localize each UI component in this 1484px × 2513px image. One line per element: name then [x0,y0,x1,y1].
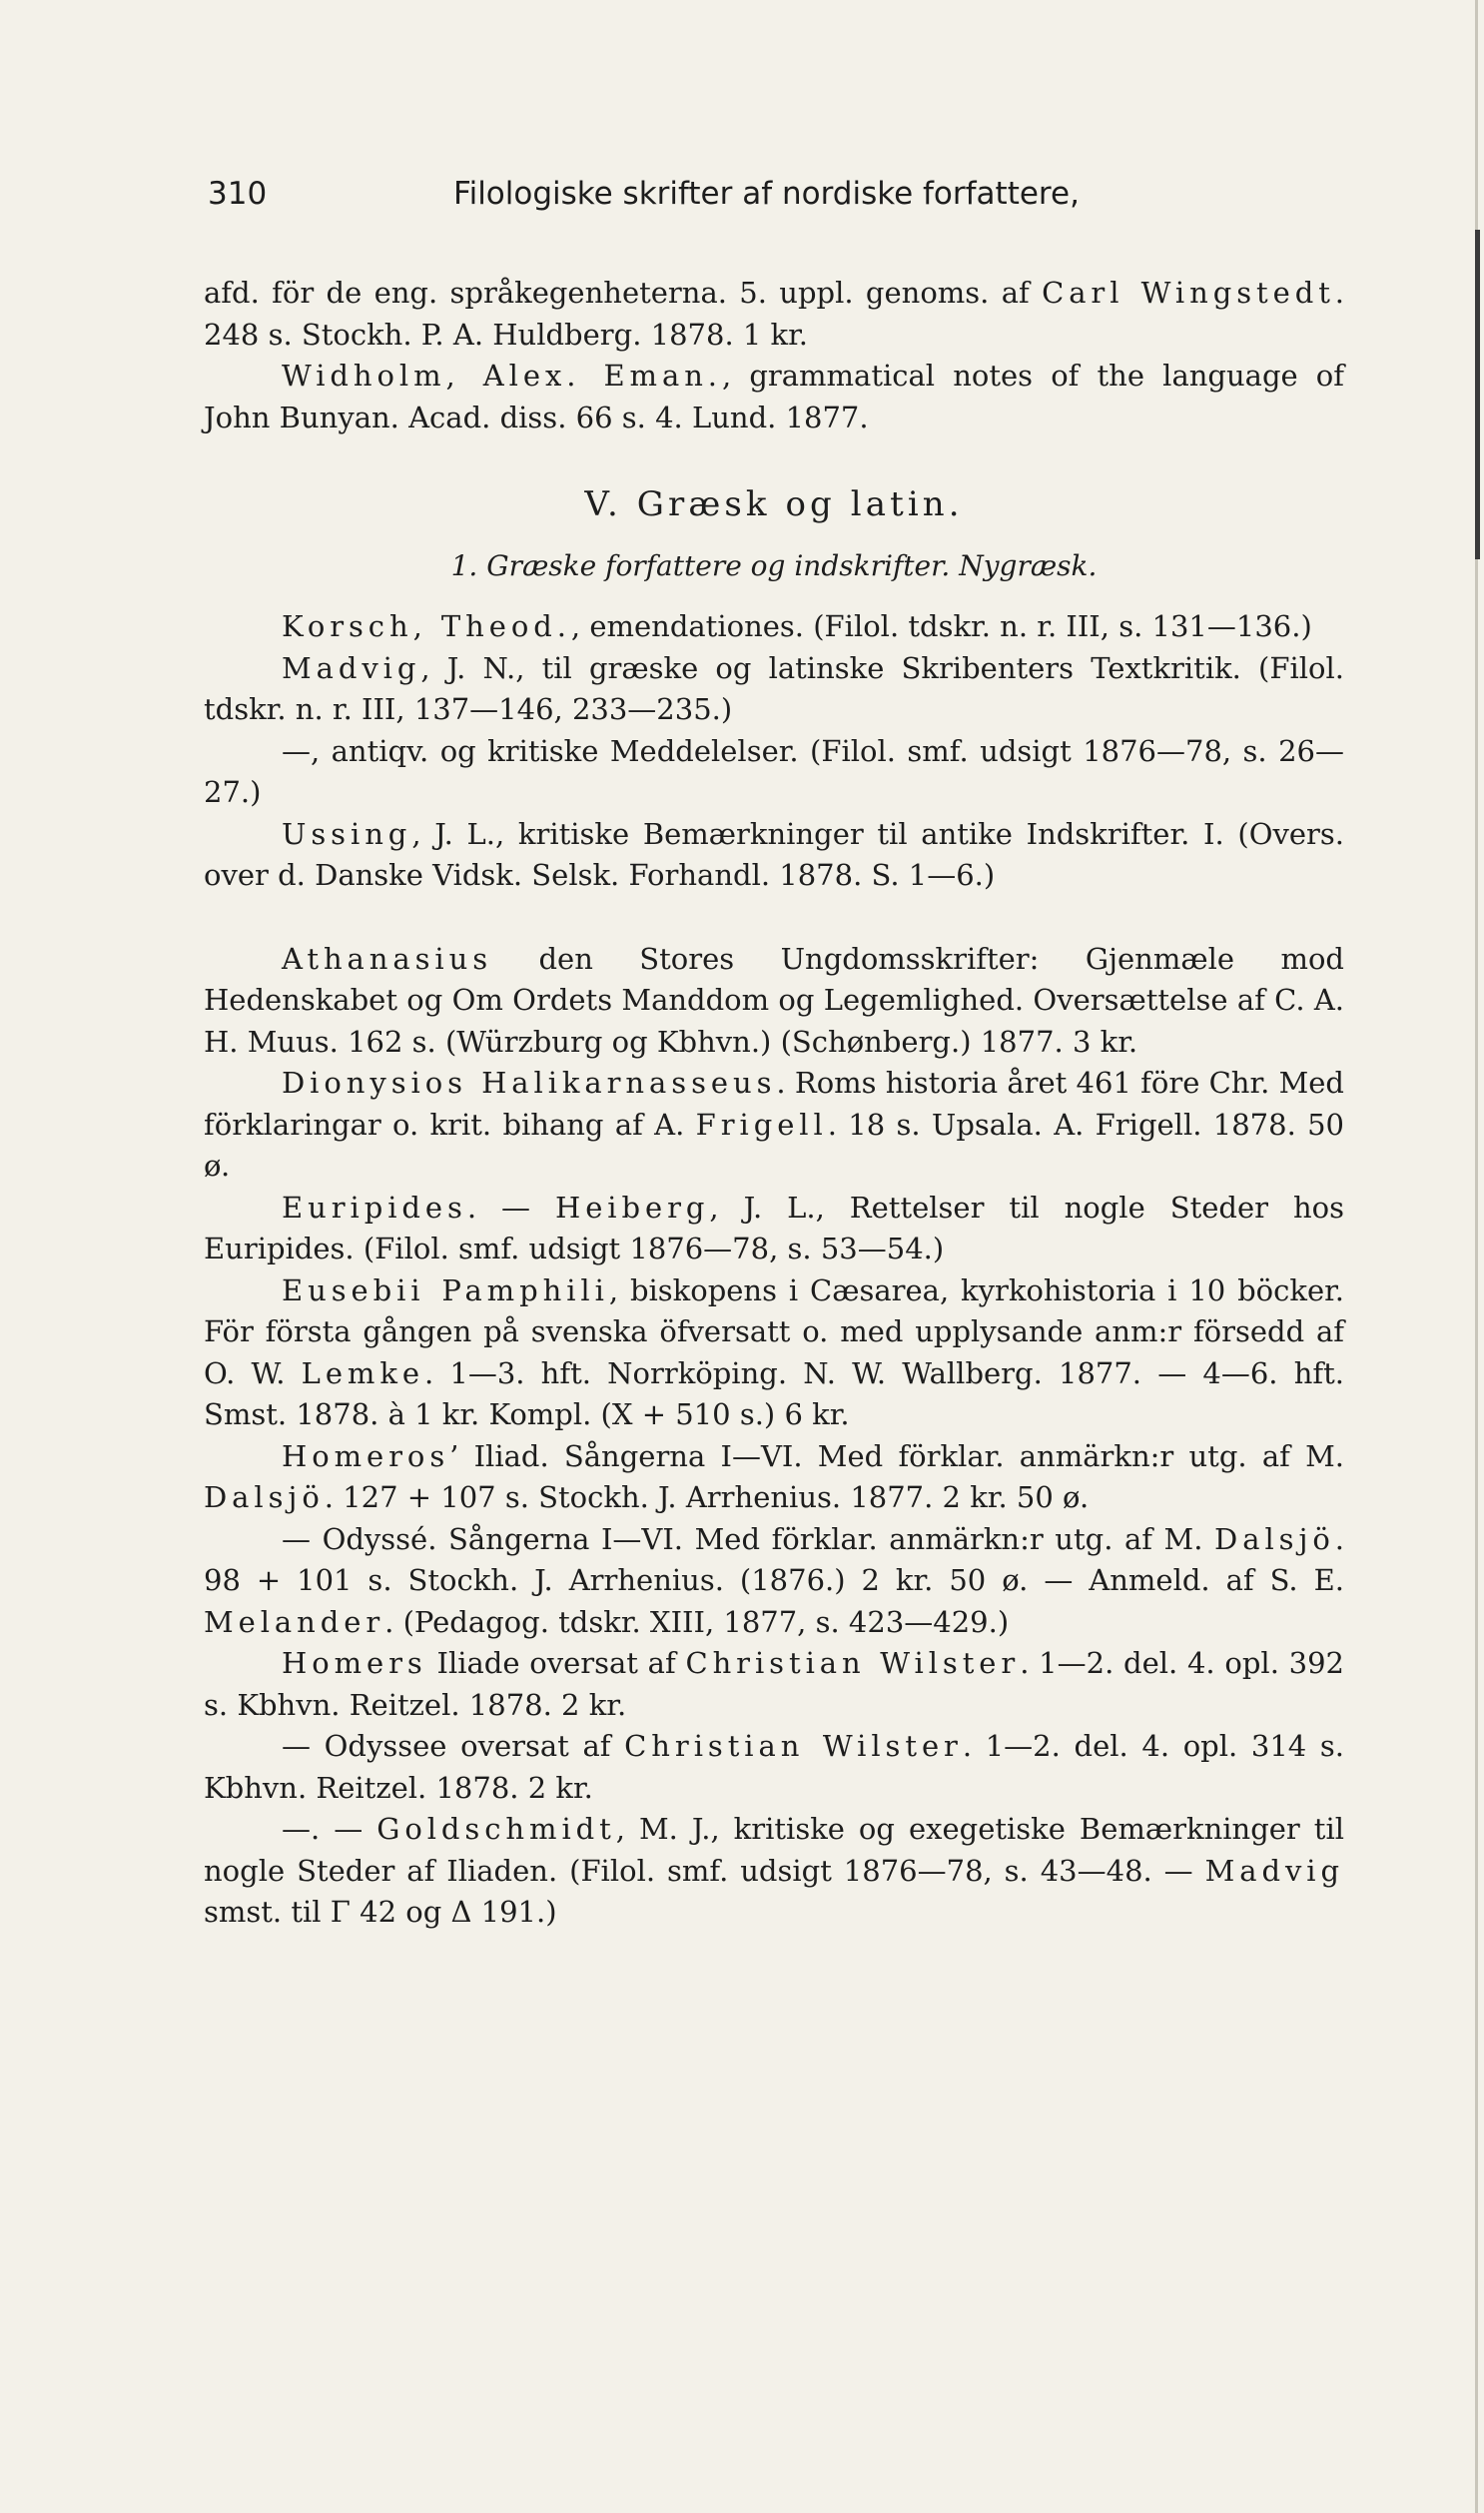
entry-text: , M. J., kritiske og exegetiske Bemærkninger til nogle Steder af Iliaden. (Filol. smf. udsigt 1876—78, s. 43—48. — [204,1812,1345,1888]
bibliography-entry [204,939,1344,1064]
entry-text: , emendationes. (Filol. tdskr. n. r. III, s. 131—136.) [570,609,1312,643]
page-number: 310 [208,176,268,212]
entry-text: —, antiqv. og kritiske Meddelelser. (Filol. smf. udsigt 1876—78, s. 26—27.) [204,733,1344,809]
entry-text: Iliade oversat af [426,1646,686,1680]
section-heading: V. Græsk og latin. [584,484,964,524]
author-name: Dionysios Halikarnasseus [282,1066,777,1100]
author-name: Athanasius [282,941,493,976]
entry-text: , J. L., kritiske Bemærkninger til antike Indskrifter. I. (Overs. over d. Danske Vidsk. Selsk. Forhandl. 1878. S. 1—6.) [204,816,1344,892]
entry-text: . 1—3. hft. Norrköping. N. W. Wallberg. 1877. — 4—6. hft. Smst. 1878. à 1 kr. Kompl. (X + 510 s.) 6 kr. [204,1355,1345,1431]
page-header [208,176,1107,226]
entry-text: . 248 s. Stockh. P. A. Huldberg. 1878. 1 kr. [204,276,1344,352]
entry-text: . 127 + 107 s. Stockh. J. Arrhenius. 1877. 2 kr. 50 ø. [324,1480,1090,1514]
entry-text: , grammatical notes of the language of John Bunyan. Acad. diss. 66 s. 4. Lund. 1877. [204,359,1345,434]
entry-text: . 98 + 101 s. Stockh. J. Arrhenius. (1876.) 2 kr. 50 ø. — Anmeld. af S. E. [204,1521,1344,1597]
bibliography-entry [204,1063,1344,1188]
author-name: Christian Wilster [624,1729,963,1763]
entry-text: . 18 s. Upsala. A. Frigell. 1878. 50 ø. [204,1107,1345,1183]
author-name: Madvig [1204,1853,1344,1888]
entry-text: den Stores Ungdomsskrifter: Gjenmæle mod Hedenskabet og Om Ordets Manddom og Legemlighed. Oversættelse af C. A. H. Muus. 162 s. (Würzburg og Kbhvn.) (Schønberg.) 1877. 3 kr. [204,941,1344,1059]
entry-text: afd. för de eng. språkegenheterna. 5. uppl. genoms. af [204,276,1043,310]
entry-group [204,939,1344,1934]
bibliography-entry [204,814,1344,897]
author-name: Eusebii Pamphili [282,1272,609,1307]
bibliography-entry [204,1643,1344,1726]
author-name: Homeros [282,1438,450,1473]
bibliography-entry [204,1519,1344,1644]
author-name: Christian Wilster [685,1646,1021,1680]
author-name: Lemke [301,1355,424,1390]
author-name: Carl Wingstedt [1042,276,1335,310]
bibliography-entry [204,1726,1344,1809]
entry-text: . Roms historia året 461 före Chr. Med förklaringar o. krit. bihang af A. [204,1066,1344,1142]
bibliography-entry [204,648,1344,731]
author-name: Widholm, Alex. Eman. [282,359,722,393]
bibliography-entry [204,1809,1344,1934]
entry-text: , J. N., til græske og latinske Skribenters Textkritik. (Filol. tdskr. n. r. III, 137—146, 233—235.) [204,650,1344,726]
bibliography-entry [204,1436,1344,1519]
author-name: Dalsjö [1214,1521,1335,1556]
author-name: Dalsjö [204,1480,325,1514]
entry-text: — Odyssé. Sångerna I—VI. Med förklar. anmärkn:r utg. af M. [282,1521,1215,1556]
entry-text: smst. til Γ 42 og Δ 191.) [204,1895,557,1929]
subsection-number: 1. [450,549,478,582]
entry-continuation [204,273,1344,356]
author-name: Madvig [282,650,421,685]
entry-text: . 1—2. del. 4. opl. 392 s. Kbhvn. Reitzel. 1878. 2 kr. [204,1646,1344,1722]
entry-text: . (Pedagog. tdskr. XIII, 1877, s. 423—429.) [384,1604,1010,1639]
author-name: Homers [282,1646,427,1680]
bibliography-entry [204,606,1344,648]
author-name: Goldschmidt [376,1812,616,1846]
author-name: Ussing [282,816,412,851]
author-name: Korsch, Theod. [282,609,571,643]
binding-mark [1475,230,1480,559]
entry-text: —. — [282,1812,377,1846]
bibliography-entry [204,1188,1344,1270]
page-content [204,273,1344,1934]
entry-text: , J. L., Rettelser til nogle Steder hos Euripides. (Filol. smf. udsigt 1876—78, s. 53—54.) [204,1190,1344,1265]
author-name: Heiberg [554,1190,710,1225]
author-name: Euripides [282,1190,467,1225]
subsection-heading [204,546,1344,586]
entry-text: , biskopens i Cæsarea, kyrkohistoria i 10 böcker. För första gången på svenska öfversatt o. med upplysande anm:r försedd af O. W. [204,1272,1345,1390]
entry-text: . — [466,1190,555,1225]
running-title: Filologiske skrifter af nordiske forfattere, [453,176,1080,212]
entry-text: . 1—2. del. 4. opl. 314 s. Kbhvn. Reitzel. 1878. 2 kr. [204,1729,1344,1805]
subsection-title: Græske forfattere og indskrifter. Nygræsk. [486,549,1098,582]
bibliography-entry [204,1270,1344,1436]
entry-text: — Odyssee oversat af [282,1729,625,1763]
bibliography-entry [204,356,1344,438]
author-name: Melander [204,1604,385,1639]
bibliography-entry [204,731,1344,814]
entry-text: ’ Iliad. Sångerna I—VI. Med förklar. anmärkn:r utg. af M. [449,1438,1344,1473]
author-name: Frigell [695,1107,828,1142]
group-spacer [204,897,1344,939]
